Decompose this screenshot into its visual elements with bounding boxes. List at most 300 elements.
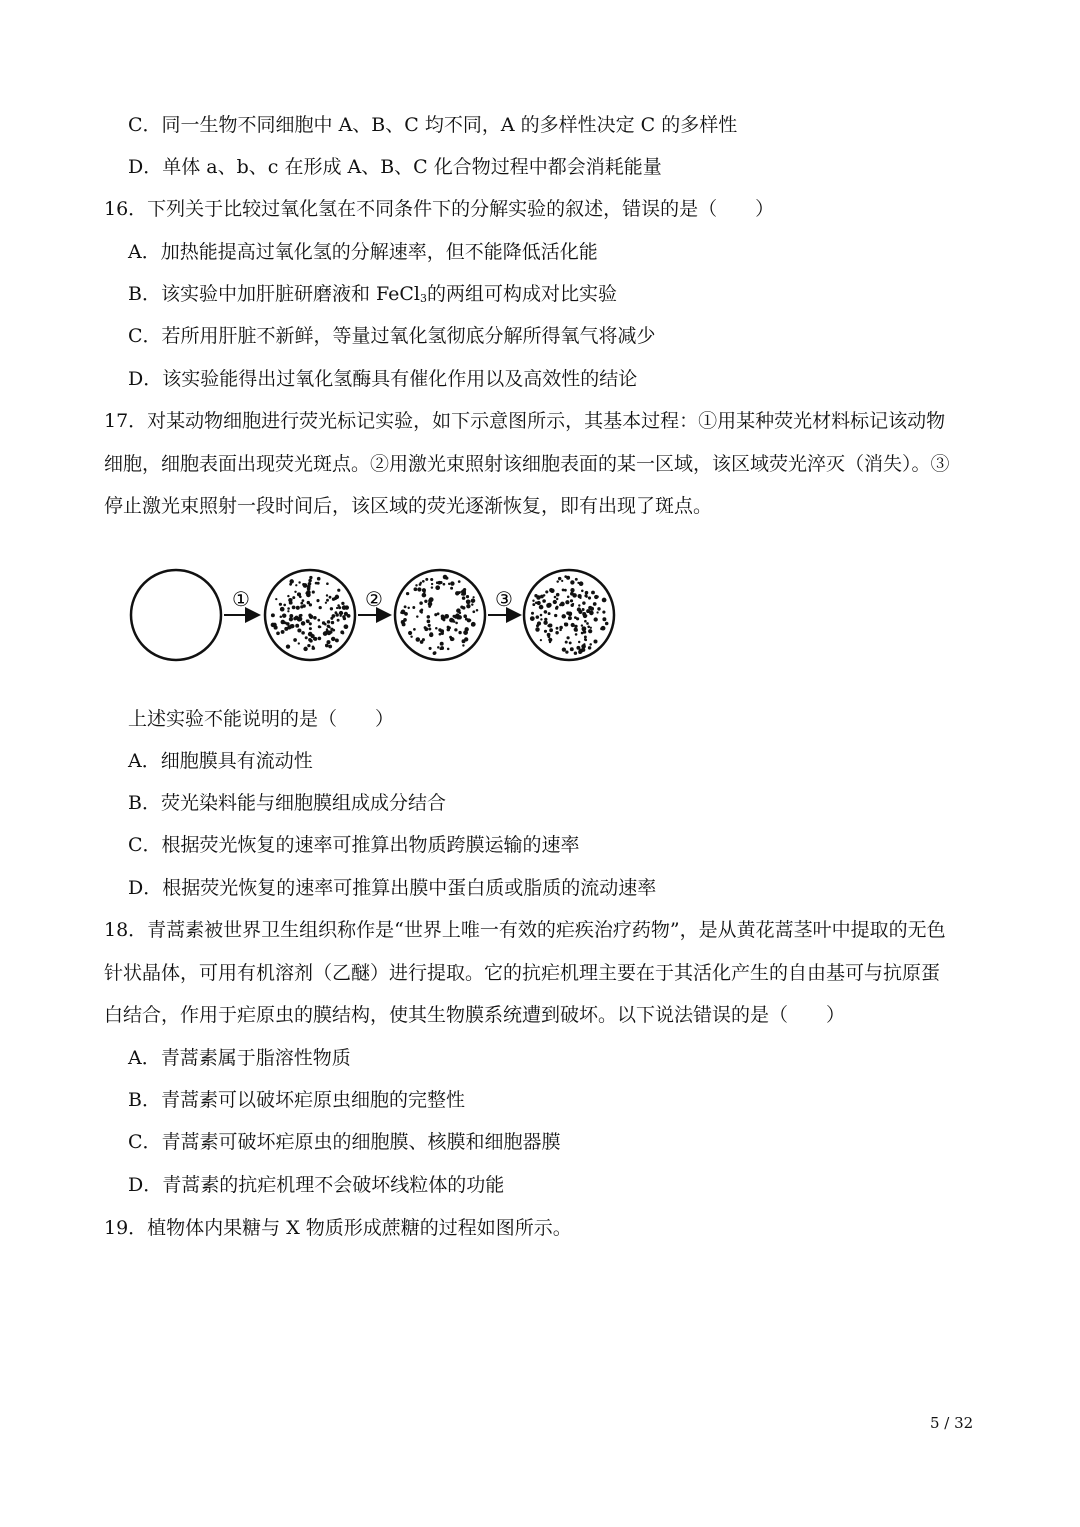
fluorescent-spot (419, 601, 423, 605)
fluorescent-spot (309, 627, 312, 630)
fluorescent-spot (570, 592, 574, 596)
fluorescent-spot (303, 583, 308, 588)
fluorescent-spot (532, 600, 534, 602)
fluorescent-spot (287, 595, 289, 597)
fluorescent-spot (283, 604, 286, 607)
fluorescent-spot (555, 607, 558, 610)
q18-option-d: D．青蒿素的抗疟机理不会破坏线粒体的功能 (128, 1174, 505, 1196)
fluorescent-spot (297, 592, 301, 596)
fluorescent-spot (319, 606, 322, 609)
fluorescent-spot (315, 582, 318, 585)
fluorescent-spot (281, 630, 285, 634)
fluorescent-spot (560, 602, 565, 607)
fluorescent-spot (546, 603, 551, 608)
fluorescent-spot (544, 618, 547, 621)
fluorescent-spot (292, 596, 295, 599)
step-1-label: ① (232, 587, 250, 611)
q16-option-d: D．该实验能得出过氧化氢酶具有催化作用以及高效性的结论 (128, 368, 638, 390)
fluorescent-spot (303, 647, 307, 651)
step-3-label: ③ (495, 587, 513, 611)
fluorescent-spot (568, 612, 572, 616)
fluorescent-spot (576, 646, 580, 650)
fluorescent-spot (293, 638, 297, 642)
fluorescent-spot (341, 632, 344, 635)
q18-option-a: A．青蒿素属于脂溶性物质 (128, 1047, 351, 1069)
fluorescent-spot (572, 603, 574, 605)
fluorescent-spot (461, 593, 464, 596)
fluorescent-spot (548, 612, 551, 615)
q18-stem-line-1: 18．青蒿素被世界卫生组织称作是“世界上唯一有效的疟疾治疗药物”，是从黄花蒿茎叶中提取的无色 (104, 919, 946, 941)
fluorescent-spot (476, 609, 479, 612)
fluorescent-spot (456, 608, 461, 613)
step-2-label: ② (365, 587, 383, 611)
q16-stem: 16．下列关于比较过氧化氢在不同条件下的分解实验的叙述，错误的是（ ） (104, 198, 775, 220)
fluorescent-spot (454, 628, 457, 631)
q16-option-b-subscript: 3 (420, 292, 428, 305)
fluorescent-spot (340, 612, 343, 615)
fluorescent-spot (586, 622, 589, 625)
fluorescent-spot (590, 607, 594, 611)
fluorescent-spot (472, 610, 475, 613)
fluorescent-spot (309, 622, 312, 625)
fluorescent-spot (326, 640, 330, 644)
fluorescent-spot (301, 621, 306, 626)
fluorescent-spot (424, 627, 428, 631)
fluorescent-spot (308, 579, 312, 583)
fluorescent-spot (465, 618, 468, 621)
fluorescent-spot (342, 605, 347, 610)
fluorescent-spot (325, 602, 327, 604)
fluorescent-spot (344, 624, 349, 629)
fluorescent-spot (326, 628, 328, 630)
fluorescent-spot (325, 644, 329, 648)
fluorescent-spot (578, 604, 580, 606)
fluorescent-spot (308, 614, 311, 617)
fluorescent-spot (447, 626, 450, 629)
fluorescent-spot (296, 606, 300, 610)
fluorescent-spot (594, 617, 598, 621)
fluorescent-spot (429, 632, 433, 636)
fluorescent-spot (326, 599, 329, 602)
fluorescent-spot (438, 628, 441, 631)
fluorescent-spot (455, 622, 458, 625)
fluorescent-spot (337, 619, 340, 622)
fluorescent-spot (454, 615, 458, 619)
fluorescent-spot (556, 598, 558, 600)
fluorescent-spot (536, 624, 539, 627)
fluorescent-spot (450, 587, 453, 590)
fluorescent-spot (605, 622, 609, 626)
q17-stem-line-2: 细胞，细胞表面出现荧光斑点。②用激光束照射该细胞表面的某一区域，该区域荧光淬灭（消失）。③ (104, 453, 950, 475)
fluorescent-spot (466, 599, 471, 604)
fluorescent-spot (429, 597, 434, 602)
fluorescent-spot (462, 639, 466, 643)
fluorescent-spot (336, 607, 338, 609)
fluorescent-spot (602, 598, 607, 603)
fluorescent-spot (554, 614, 557, 617)
fluorescent-spot (581, 632, 584, 635)
fluorescent-spot (312, 591, 315, 594)
fluorescent-spot (305, 592, 307, 594)
fluorescent-spot (548, 624, 552, 628)
fluorescent-spot (539, 605, 544, 610)
fluorescent-spot (581, 590, 584, 593)
fluorescent-spot (287, 610, 289, 612)
fluorescent-spot (564, 589, 567, 592)
fluorescent-spot (422, 638, 425, 641)
q16-option-b-text: B．该实验中加肝脏研磨液和 FeCl (128, 283, 421, 305)
fluorescent-spot (448, 583, 450, 585)
fluorescent-spot (565, 600, 569, 604)
fluorescent-spot (469, 619, 472, 622)
fluorescent-spot (328, 626, 330, 628)
fluorescent-spot (403, 618, 407, 622)
q15-option-d: D．单体 a、b、c 在形成 A、B、C 化合物过程中都会消耗能量 (128, 156, 662, 178)
fluorescent-spot (329, 630, 332, 633)
fluorescent-spot (471, 623, 474, 626)
fluorescent-spot (429, 647, 432, 650)
fluorescent-spot (542, 599, 546, 603)
page-number: 5 / 32 (930, 1414, 974, 1432)
fluorescent-spot (276, 631, 280, 635)
fluorescent-spot (449, 618, 454, 623)
fluorescent-spot (570, 599, 573, 602)
fluorescent-spot (420, 611, 422, 613)
fluorescent-spot (559, 626, 563, 630)
fluorescent-spot (335, 595, 339, 599)
fluorescent-spot (544, 610, 548, 614)
fluorescent-spot (575, 578, 578, 581)
fluorescent-spot (343, 617, 346, 620)
fluorescent-spot (313, 638, 315, 640)
fluorescent-spot (466, 595, 469, 598)
fluorescent-spot (601, 626, 606, 631)
fluorescent-spot (570, 580, 574, 584)
fluorescent-spot (434, 613, 437, 616)
fluorescent-spot (536, 615, 540, 619)
fluorescent-spot (274, 626, 278, 630)
fluorescent-spot (589, 611, 594, 616)
fluorescent-spot (466, 604, 470, 608)
fluorescent-spot (337, 589, 340, 592)
fluorescent-spot (286, 644, 290, 648)
fluorescent-spot (301, 631, 305, 635)
fluorescent-spot (305, 636, 308, 639)
fluorescent-spot (431, 586, 433, 588)
fluorescent-spot (582, 608, 585, 611)
fluorescent-spot (423, 590, 426, 593)
fluorescent-spot (300, 605, 303, 608)
fluorescent-spot (543, 621, 547, 625)
fluorescent-spot (427, 620, 431, 624)
fluorescent-spot (443, 619, 446, 622)
fluorescence-experiment-figure (128, 560, 618, 670)
fluorescent-spot (545, 590, 548, 593)
fluorescent-spot (298, 617, 303, 622)
q17-option-d: D．根据荧光恢复的速率可推算出膜中蛋白质或脂质的流动速率 (128, 877, 657, 899)
fluorescent-spot (597, 607, 600, 610)
fluorescent-spot (544, 630, 547, 633)
fluorescent-spot (463, 614, 467, 618)
fluorescent-spot (406, 592, 409, 595)
fluorescent-spot (451, 582, 454, 585)
fluorescent-spot (540, 618, 542, 620)
fluorescent-spot (577, 582, 579, 584)
fluorescent-spot (324, 623, 327, 626)
fluorescent-spot (584, 594, 587, 597)
fluorescent-spot (588, 646, 591, 649)
fluorescent-spot (463, 630, 468, 635)
fluorescent-spot (427, 615, 430, 618)
fluorescent-spot (443, 583, 446, 586)
fluorescent-spot (416, 615, 418, 617)
fluorescent-spot (293, 617, 296, 620)
fluorescent-spot (312, 647, 315, 650)
fluorescent-spot (413, 628, 416, 631)
fluorescent-spot (543, 594, 546, 597)
fluorescent-spot (309, 576, 312, 579)
fluorescent-spot (565, 641, 568, 644)
fluorescent-spot (444, 614, 449, 619)
fluorescent-spot (271, 613, 275, 617)
fluorescent-spot (416, 637, 421, 642)
fluorescent-spot (575, 633, 578, 636)
fluorescent-spot (591, 591, 595, 595)
fluorescent-spot (302, 599, 305, 602)
fluorescent-spot (425, 578, 428, 581)
fluorescent-spot (562, 647, 566, 651)
q18-option-b: B．青蒿素可以破坏疟原虫细胞的完整性 (128, 1089, 465, 1111)
fluorescent-spot (553, 600, 557, 604)
fluorescent-spot (564, 615, 566, 617)
fluorescent-spot (556, 593, 560, 597)
fluorescent-spot (550, 588, 555, 593)
fluorescent-spot (532, 603, 535, 606)
fluorescent-spot (329, 596, 332, 599)
fluorescent-spot (594, 595, 598, 599)
fluorescent-spot (275, 598, 277, 600)
fluorescent-spot (574, 627, 578, 631)
q17-option-c: C．根据荧光恢复的速率可推算出物质跨膜运输的速率 (128, 834, 580, 856)
fluorescent-spot (290, 598, 292, 600)
fluorescent-spot (331, 637, 335, 641)
fluorescent-spot (565, 650, 568, 653)
fluorescent-spot (602, 611, 605, 614)
fluorescent-spot (332, 614, 336, 618)
fluorescent-spot (309, 603, 312, 606)
fluorescent-spot (428, 627, 431, 630)
fluorescent-spot (450, 637, 454, 641)
fluorescent-spot (298, 581, 300, 583)
fluorescent-spot (445, 576, 448, 579)
fluorescent-spot (287, 607, 290, 610)
q17-stem-line-1: 17．对某动物细胞进行荧光标记实验，如下示意图所示，其基本过程：①用某种荧光材料标记该动物 (104, 410, 946, 432)
fluorescent-spot (458, 631, 461, 634)
fluorescent-spot (566, 576, 570, 580)
fluorescent-spot (602, 617, 606, 621)
fluorescent-spot (460, 605, 463, 608)
fluorescent-spot (561, 580, 563, 582)
fluorescent-spot (458, 580, 461, 583)
fluorescent-spot (590, 627, 592, 629)
fluorescent-spot (435, 627, 438, 630)
fluorescent-spot (471, 603, 473, 605)
fluorescent-spot (422, 593, 427, 598)
fluorescent-spot (585, 591, 589, 595)
fluorescent-spot (568, 616, 572, 620)
fluorescent-spot (531, 612, 534, 615)
q17-stem-line-3: 停止激光束照射一段时间后，该区域的荧光逐渐恢复，即有出现了斑点。 (104, 495, 713, 517)
fluorescent-spot (292, 606, 296, 610)
fluorescent-spot (436, 581, 439, 584)
fluorescent-spot (462, 596, 466, 600)
fluorescent-spot (297, 628, 301, 632)
fluorescent-spot (331, 621, 334, 624)
fluorescent-spot (574, 625, 577, 628)
fluorescent-spot (400, 612, 402, 614)
fluorescent-spot (570, 588, 574, 592)
fluorescent-spot (336, 613, 339, 616)
fluorescent-spot (280, 607, 285, 612)
fluorescent-spot (289, 617, 293, 621)
fluorescent-spot (584, 620, 587, 623)
fluorescent-spot (402, 622, 406, 626)
q16-option-a: A．加热能提高过氧化氢的分解速率，但不能降低活化能 (128, 241, 598, 263)
fluorescent-spot (281, 620, 286, 625)
fluorescent-spot (424, 600, 427, 603)
fluorescent-spot (317, 577, 321, 581)
fluorescent-spot (554, 596, 557, 599)
fluorescent-spot (417, 587, 421, 591)
fluorescent-spot (578, 650, 582, 654)
q19-stem: 19．植物体内果糖与 X 物质形成蔗糖的过程如图所示。 (104, 1217, 572, 1239)
fluorescent-spot (289, 601, 293, 605)
fluorescent-spot (323, 631, 328, 636)
fluorescent-spot (307, 585, 311, 589)
fluorescent-spot (556, 627, 559, 630)
fluorescent-spot (582, 612, 586, 616)
fluorescent-spot (414, 587, 418, 591)
fluorescent-spot (570, 647, 574, 651)
fluorescent-spot (471, 598, 476, 603)
fluorescent-spot (473, 596, 475, 598)
fluorescent-spot (420, 608, 423, 611)
fluorescent-spot (577, 607, 581, 611)
fluorescent-spot (318, 625, 321, 628)
fluorescent-spot (422, 580, 425, 583)
fluorescent-spot (298, 642, 300, 644)
fluorescent-spot (410, 635, 412, 637)
fluorescent-spot (335, 638, 339, 642)
fluorescent-spot (308, 638, 312, 642)
fluorescent-spot (327, 620, 331, 624)
fluorescent-spot (583, 643, 585, 645)
fluorescent-spot (408, 631, 412, 635)
fluorescent-spot (457, 615, 461, 619)
fluorescent-spot (295, 624, 299, 628)
q16-option-b (128, 282, 617, 311)
fluorescent-spot (462, 644, 464, 646)
fluorescent-spot (430, 578, 433, 581)
fluorescent-spot (564, 623, 568, 627)
fluorescent-spot (412, 606, 415, 609)
fluorescent-spot (308, 632, 313, 637)
q17-option-a: A．细胞膜具有流动性 (128, 750, 313, 772)
fluorescent-spot (571, 623, 575, 627)
q18-option-c: C．青蒿素可破坏疟原虫的细胞膜、核膜和细胞器膜 (128, 1131, 561, 1153)
fluorescent-spot (455, 591, 459, 595)
fluorescent-spot (578, 594, 582, 598)
fluorescent-spot (428, 624, 431, 627)
fluorescent-spot (289, 579, 293, 583)
fluorescent-spot (280, 616, 283, 619)
fluorescent-spot (540, 639, 542, 641)
fluorescent-spot (306, 620, 308, 622)
fluorescent-spot (535, 602, 538, 605)
fluorescent-spot (584, 638, 587, 641)
fluorescent-spot (307, 644, 310, 647)
q18-stem-line-2: 针状晶体，可用有机溶剂（乙醚）进行提取。它的抗疟机理主要在于其活化产生的自由基可与抗原蛋 (104, 962, 941, 984)
q16-option-c: C．若所用肝脏不新鲜，等量过氧化氢彻底分解所得氧气将减少 (128, 325, 656, 347)
fluorescent-spot (439, 648, 441, 650)
fluorescent-spot (549, 641, 551, 643)
fluorescent-spot (347, 614, 351, 618)
fluorescent-spot (589, 643, 592, 646)
fluorescent-spot (581, 624, 583, 626)
fluorescent-spot (530, 616, 535, 621)
fluorescent-spot (534, 594, 537, 597)
fluorescent-spot (282, 614, 286, 618)
fluorescent-spot (287, 625, 291, 629)
fluorescent-spot (407, 607, 409, 609)
fluorescent-spot (547, 633, 551, 637)
fluorescent-spot (313, 616, 317, 620)
fluorescent-spot (317, 619, 320, 622)
fluorescent-spot (286, 622, 290, 626)
fluorescent-spot (579, 581, 584, 586)
fluorescent-spot (582, 601, 585, 604)
fluorescent-spot (549, 628, 553, 632)
fluorescent-spot (274, 623, 276, 625)
fluorescent-spot (596, 611, 598, 613)
fluorescent-spot (279, 603, 282, 606)
q15-option-c: C．同一生物不同细胞中 A、B、C 均不同，A 的多样性决定 C 的多样性 (128, 114, 738, 136)
fluorescent-spot (559, 629, 562, 632)
fluorescent-spot (437, 646, 440, 649)
fluorescent-spot (337, 604, 340, 607)
q16-option-b-text-end: 的两组可构成对比实验 (427, 283, 618, 305)
q17-question: 上述实验不能说明的是（ ） (128, 708, 395, 730)
fluorescent-spot (439, 581, 442, 584)
fluorescent-spot (558, 577, 561, 580)
fluorescent-spot (593, 602, 597, 606)
fluorescent-spot (540, 614, 543, 617)
fluorescent-spot (569, 641, 572, 644)
fluorescent-spot (555, 631, 558, 634)
fluorescent-spot (326, 582, 329, 585)
fluorescent-spot (332, 629, 335, 632)
fluorescent-spot (419, 583, 422, 586)
fluorescent-spot (295, 584, 297, 586)
fluorescent-spot (567, 596, 570, 599)
fluorescent-spot (440, 642, 444, 646)
fluorescent-spot (441, 632, 444, 635)
unlabeled-cell (131, 570, 221, 660)
fluorescent-spot (593, 639, 597, 643)
fluorescent-spot (588, 596, 591, 599)
fluorescent-spot (578, 641, 580, 643)
fluorescent-spot (415, 584, 417, 586)
